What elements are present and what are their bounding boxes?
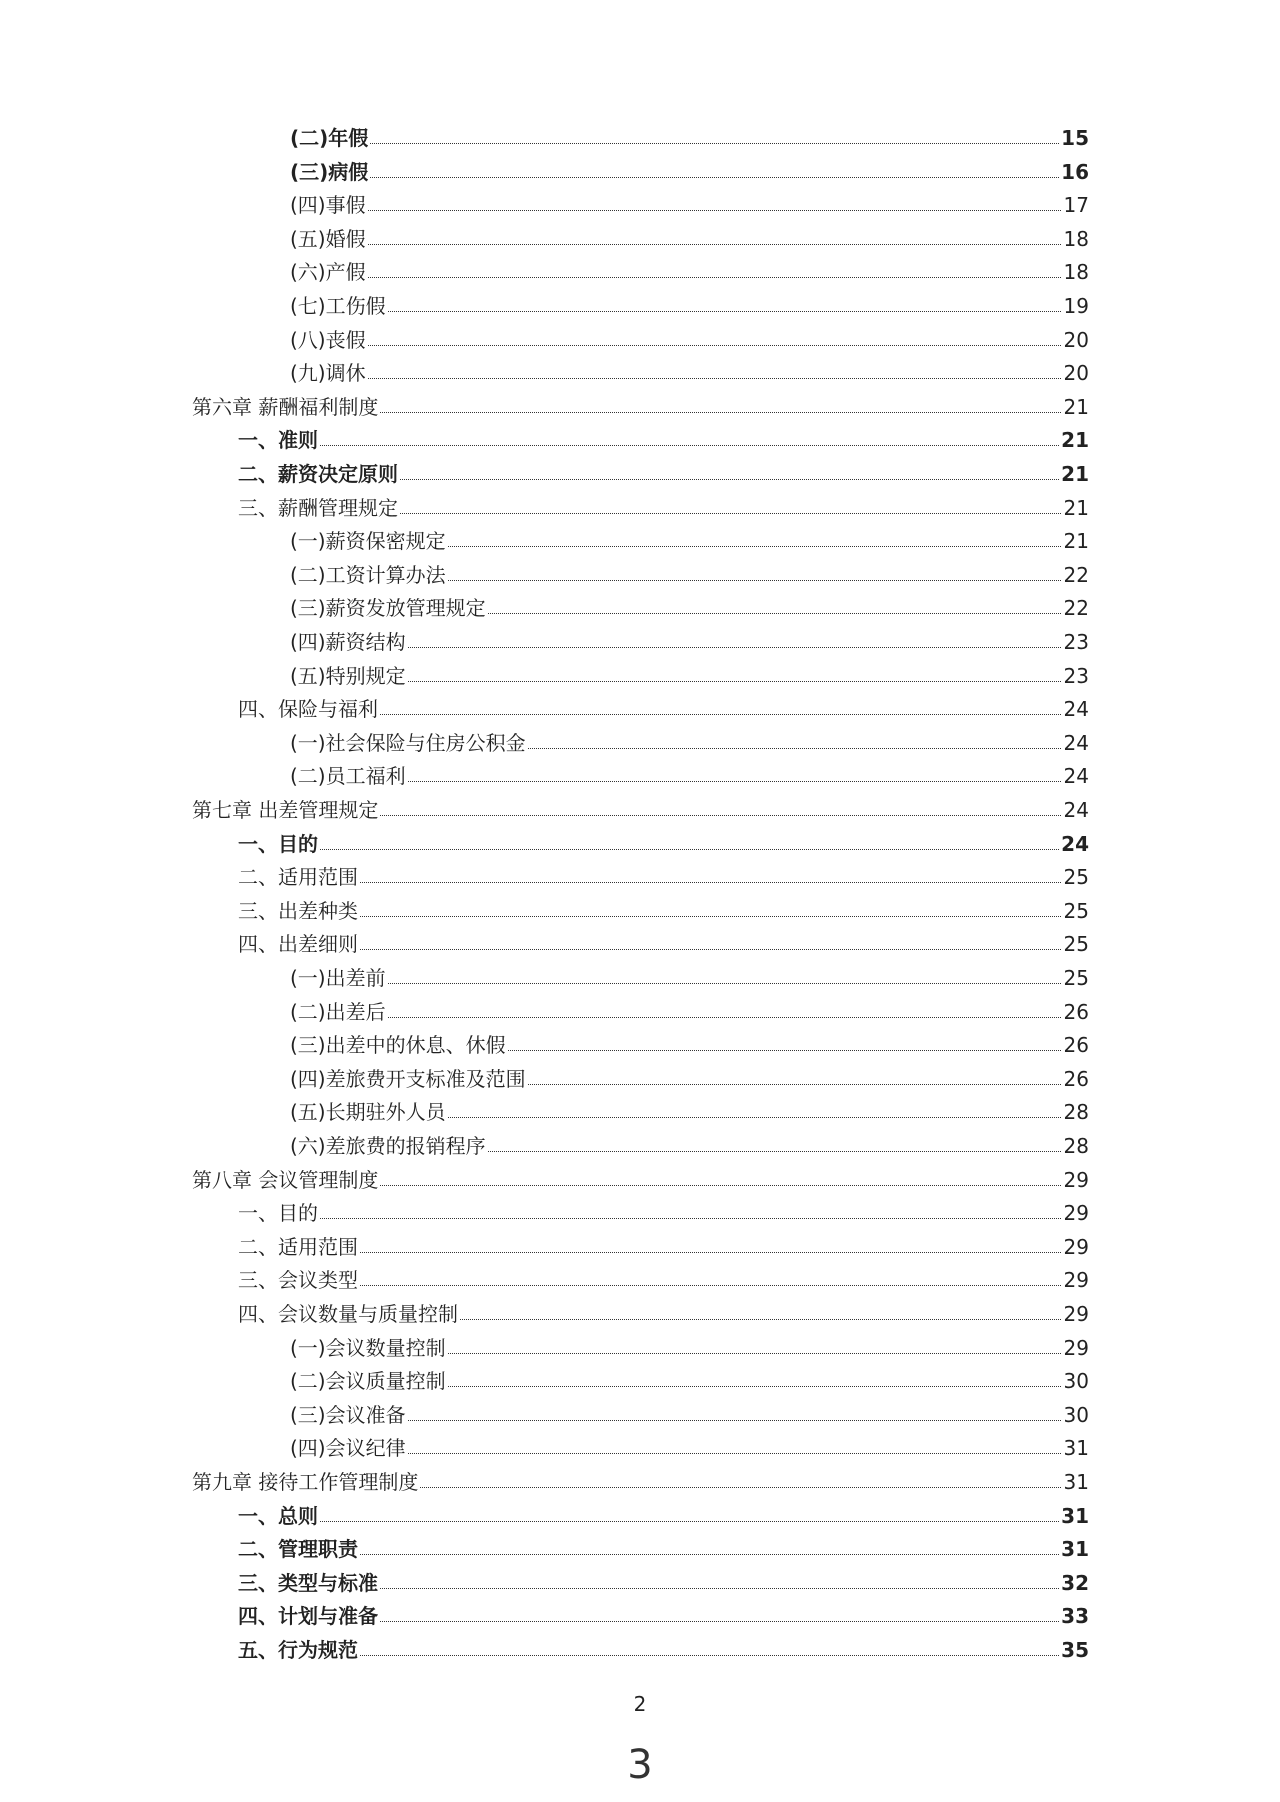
toc-entry-page: 19 (1063, 294, 1089, 318)
toc-entry-page: 21 (1061, 428, 1089, 453)
toc-entry[interactable] (0, 1193, 1280, 1227)
toc-entry-title: (四)事假 (290, 193, 366, 218)
toc-entry[interactable] (0, 1328, 1280, 1362)
toc-entry-title: (一)社会保险与住房公积金 (290, 730, 526, 755)
toc-entry-page: 21 (1063, 495, 1089, 520)
toc-dot-leader (448, 580, 1061, 581)
toc-entry-title: (九)调休 (290, 361, 366, 386)
toc-entry-page: 29 (1063, 1201, 1089, 1226)
toc-entry-page: 29 (1063, 1302, 1089, 1326)
toc-entry[interactable] (0, 185, 1280, 219)
toc-entry-page: 21 (1061, 462, 1089, 486)
toc-entry[interactable] (0, 521, 1280, 555)
toc-entry[interactable] (0, 790, 1280, 824)
toc-entry-title: (二)员工福利 (290, 764, 406, 789)
toc-entry[interactable] (0, 1092, 1280, 1126)
toc-dot-leader (380, 412, 1061, 413)
toc-entry-title: 二、适用范围 (238, 1234, 358, 1259)
toc-entry-page: 23 (1063, 630, 1089, 654)
toc-entry[interactable] (0, 857, 1280, 891)
toc-entry-title: (七)工伤假 (290, 294, 386, 318)
toc-entry-page: 22 (1063, 562, 1089, 587)
toc-entry-page: 25 (1063, 865, 1089, 890)
toc-entry[interactable] (0, 1529, 1280, 1563)
toc-entry[interactable] (0, 252, 1280, 286)
toc-entry[interactable] (0, 353, 1280, 387)
toc-dot-leader (320, 1521, 1059, 1522)
toc-entry[interactable] (0, 320, 1280, 354)
toc-dot-leader (380, 714, 1061, 715)
toc-entry[interactable] (0, 1227, 1280, 1261)
toc-entry-page: 25 (1063, 898, 1089, 923)
toc-dot-leader (370, 143, 1059, 144)
toc-dot-leader (448, 546, 1061, 547)
toc-dot-leader (528, 1084, 1061, 1085)
toc-dot-leader (360, 882, 1061, 883)
toc-dot-leader (380, 1588, 1059, 1589)
toc-dot-leader (368, 378, 1061, 379)
toc-entry[interactable] (0, 1260, 1280, 1294)
toc-entry[interactable] (0, 488, 1280, 522)
toc-dot-leader (360, 1285, 1061, 1286)
toc-entry-title: 一、总则 (238, 1503, 318, 1528)
toc-entry-title: 四、保险与福利 (238, 697, 378, 722)
toc-entry[interactable] (0, 555, 1280, 589)
toc-entry-title: 三、出差种类 (238, 898, 358, 923)
toc-entry[interactable] (0, 387, 1280, 421)
toc-entry[interactable] (0, 992, 1280, 1026)
toc-entry-page: 24 (1063, 764, 1089, 789)
toc-entry-page: 20 (1063, 361, 1089, 386)
toc-dot-leader (508, 1050, 1061, 1051)
toc-entry-title: (四)会议纪律 (290, 1436, 406, 1461)
toc-entry[interactable] (0, 118, 1280, 152)
toc-entry-title: (三)出差中的休息、休假 (290, 1033, 506, 1058)
toc-entry-title: (三)薪资发放管理规定 (290, 596, 486, 621)
toc-entry-title: 一、准则 (238, 428, 318, 453)
toc-entry-page: 22 (1063, 596, 1089, 621)
toc-entry-page: 29 (1063, 1335, 1089, 1360)
toc-entry-page: 21 (1063, 529, 1089, 554)
toc-entry-title: 一、目的 (238, 1201, 318, 1226)
toc-entry-page: 24 (1063, 798, 1089, 822)
toc-entry-page: 33 (1061, 1604, 1089, 1629)
toc-entry-page: 31 (1063, 1470, 1089, 1494)
toc-entry[interactable] (0, 958, 1280, 992)
toc-entry-title: (四)薪资结构 (290, 630, 406, 654)
toc-entry-title: (六)差旅费的报销程序 (290, 1134, 486, 1158)
toc-dot-leader (320, 445, 1059, 446)
toc-entry-page: 17 (1063, 193, 1089, 218)
toc-entry-title: 二、适用范围 (238, 865, 358, 890)
toc-entry-page: 31 (1061, 1537, 1089, 1562)
toc-entry[interactable] (0, 756, 1280, 790)
toc-entry[interactable] (0, 924, 1280, 958)
toc-entry-title: (三)病假 (290, 159, 369, 184)
toc-entry-title: (二)会议质量控制 (290, 1369, 446, 1394)
toc-entry-page: 18 (1063, 260, 1089, 285)
toc-entry-page: 35 (1061, 1638, 1089, 1662)
toc-entry-page: 32 (1061, 1570, 1089, 1595)
toc-entry[interactable] (0, 723, 1280, 757)
toc-dot-leader (320, 1218, 1061, 1219)
toc-entry[interactable] (0, 622, 1280, 656)
toc-entry-page: 31 (1061, 1503, 1089, 1528)
toc-entry-title: 四、会议数量与质量控制 (238, 1302, 458, 1326)
toc-entry-page: 25 (1063, 932, 1089, 957)
toc-entry-title: 第八章 会议管理制度 (192, 1167, 379, 1192)
toc-entry[interactable] (0, 1160, 1280, 1194)
toc-entry-title: 三、类型与标准 (238, 1570, 378, 1595)
toc-entry-page: 24 (1061, 831, 1089, 856)
toc-entry-title: (三)会议准备 (290, 1402, 406, 1427)
toc-entry-page: 24 (1063, 697, 1089, 722)
toc-dot-leader (448, 1117, 1061, 1118)
toc-entry-page: 20 (1063, 327, 1089, 352)
toc-entry-title: 第七章 出差管理规定 (192, 798, 379, 822)
toc-dot-leader (420, 1487, 1061, 1488)
toc-dot-leader (380, 815, 1061, 816)
toc-entry-page: 15 (1061, 126, 1089, 150)
toc-dot-leader (360, 1252, 1061, 1253)
toc-entry[interactable] (0, 219, 1280, 253)
toc-entry-title: (五)特别规定 (290, 663, 406, 688)
toc-entry-title: (二)年假 (290, 126, 369, 150)
toc-entry[interactable] (0, 1294, 1280, 1328)
toc-entry[interactable] (0, 1361, 1280, 1395)
toc-entry-page: 29 (1063, 1268, 1089, 1293)
toc-dot-leader (488, 1151, 1061, 1152)
toc-entry-title: (五)长期驻外人员 (290, 1100, 446, 1125)
toc-entry[interactable] (0, 1563, 1280, 1597)
toc-entry[interactable] (0, 1462, 1280, 1496)
toc-dot-leader (370, 177, 1059, 178)
toc-entry-title: (六)产假 (290, 260, 366, 285)
toc-entry-title: (二)出差后 (290, 999, 386, 1024)
toc-entry-title: (一)出差前 (290, 966, 386, 990)
toc-entry[interactable] (0, 454, 1280, 488)
toc-entry[interactable] (0, 1496, 1280, 1530)
toc-entry[interactable] (0, 824, 1280, 858)
footer-page-number: 2 (633, 1692, 647, 1716)
toc-entry-page: 29 (1063, 1167, 1089, 1192)
toc-entry-page: 28 (1063, 1134, 1089, 1158)
toc-entry-title: (一)会议数量控制 (290, 1335, 446, 1360)
toc-entry[interactable] (0, 1428, 1280, 1462)
toc-dot-leader (448, 1353, 1061, 1354)
toc-dot-leader (408, 1453, 1061, 1454)
toc-dot-leader (368, 345, 1061, 346)
toc-entry-page: 28 (1063, 1100, 1089, 1125)
toc-dot-leader (460, 1319, 1061, 1320)
toc-entry[interactable] (0, 286, 1280, 320)
toc-entry-page: 30 (1063, 1369, 1089, 1394)
toc-dot-leader (388, 983, 1061, 984)
toc-entry-title: 三、薪酬管理规定 (238, 495, 398, 520)
toc-entry-title: 三、会议类型 (238, 1268, 358, 1293)
toc-dot-leader (380, 1621, 1059, 1622)
toc-entry-title: (八)丧假 (290, 327, 366, 352)
toc-dot-leader (448, 1386, 1061, 1387)
toc-dot-leader (320, 849, 1059, 850)
toc-entry[interactable] (0, 689, 1280, 723)
toc-entry-page: 25 (1063, 966, 1089, 990)
toc-entry-title: 四、计划与准备 (238, 1604, 378, 1629)
toc-entry[interactable] (0, 420, 1280, 454)
toc-entry-page: 24 (1063, 730, 1089, 755)
toc-entry-title: (一)薪资保密规定 (290, 529, 446, 554)
toc-dot-leader (488, 613, 1061, 614)
toc-dot-leader (408, 1420, 1061, 1421)
toc-entry[interactable] (0, 1596, 1280, 1630)
toc-dot-leader (368, 244, 1061, 245)
toc-entry-page: 21 (1063, 394, 1089, 419)
viewer-page-indicator: 3 (627, 1742, 653, 1788)
toc-entry-page: 23 (1063, 663, 1089, 688)
toc-entry[interactable] (0, 656, 1280, 690)
toc-entry[interactable] (0, 1395, 1280, 1429)
toc-entry-page: 18 (1063, 226, 1089, 251)
toc-entry-title: (五)婚假 (290, 226, 366, 251)
toc-entry-page: 26 (1063, 999, 1089, 1024)
toc-entry-page: 31 (1063, 1436, 1089, 1461)
toc-dot-leader (368, 210, 1061, 211)
toc-entry-page: 16 (1061, 159, 1089, 184)
toc-entry-page: 30 (1063, 1402, 1089, 1427)
toc-dot-leader (380, 1185, 1061, 1186)
toc-dot-leader (360, 1554, 1059, 1555)
toc-entry-page: 29 (1063, 1234, 1089, 1259)
toc-dot-leader (368, 277, 1061, 278)
toc-dot-leader (528, 748, 1061, 749)
toc-dot-leader (388, 311, 1061, 312)
toc-dot-leader (360, 949, 1061, 950)
toc-entry-title: (四)差旅费开支标准及范围 (290, 1066, 526, 1091)
toc-entry[interactable] (0, 1126, 1280, 1160)
toc-dot-leader (400, 513, 1061, 514)
toc-dot-leader (408, 681, 1061, 682)
toc-entry-title: 四、出差细则 (238, 932, 358, 957)
toc-dot-leader (388, 1017, 1061, 1018)
toc-entry[interactable] (0, 152, 1280, 186)
toc-entry-page: 26 (1063, 1066, 1089, 1091)
toc-dot-leader (400, 479, 1059, 480)
toc-entry[interactable] (0, 1630, 1280, 1664)
toc-entry-title: 第九章 接待工作管理制度 (192, 1470, 419, 1494)
toc-entry-title: 二、薪资决定原则 (238, 462, 398, 486)
toc-entry-page: 26 (1063, 1033, 1089, 1058)
toc-entry-title: 二、管理职责 (238, 1537, 358, 1562)
toc-entry[interactable] (0, 1025, 1280, 1059)
toc-entry[interactable] (0, 588, 1280, 622)
toc-dot-leader (408, 647, 1061, 648)
toc-entry[interactable] (0, 891, 1280, 925)
toc-dot-leader (408, 781, 1061, 782)
toc-entry[interactable] (0, 1059, 1280, 1093)
toc-entry-title: 五、行为规范 (238, 1638, 358, 1662)
toc-entry-title: 第六章 薪酬福利制度 (192, 394, 379, 419)
toc-dot-leader (360, 916, 1061, 917)
toc-dot-leader (360, 1655, 1059, 1656)
toc-entry-title: (二)工资计算办法 (290, 562, 446, 587)
toc-entry-title: 一、目的 (238, 831, 318, 856)
